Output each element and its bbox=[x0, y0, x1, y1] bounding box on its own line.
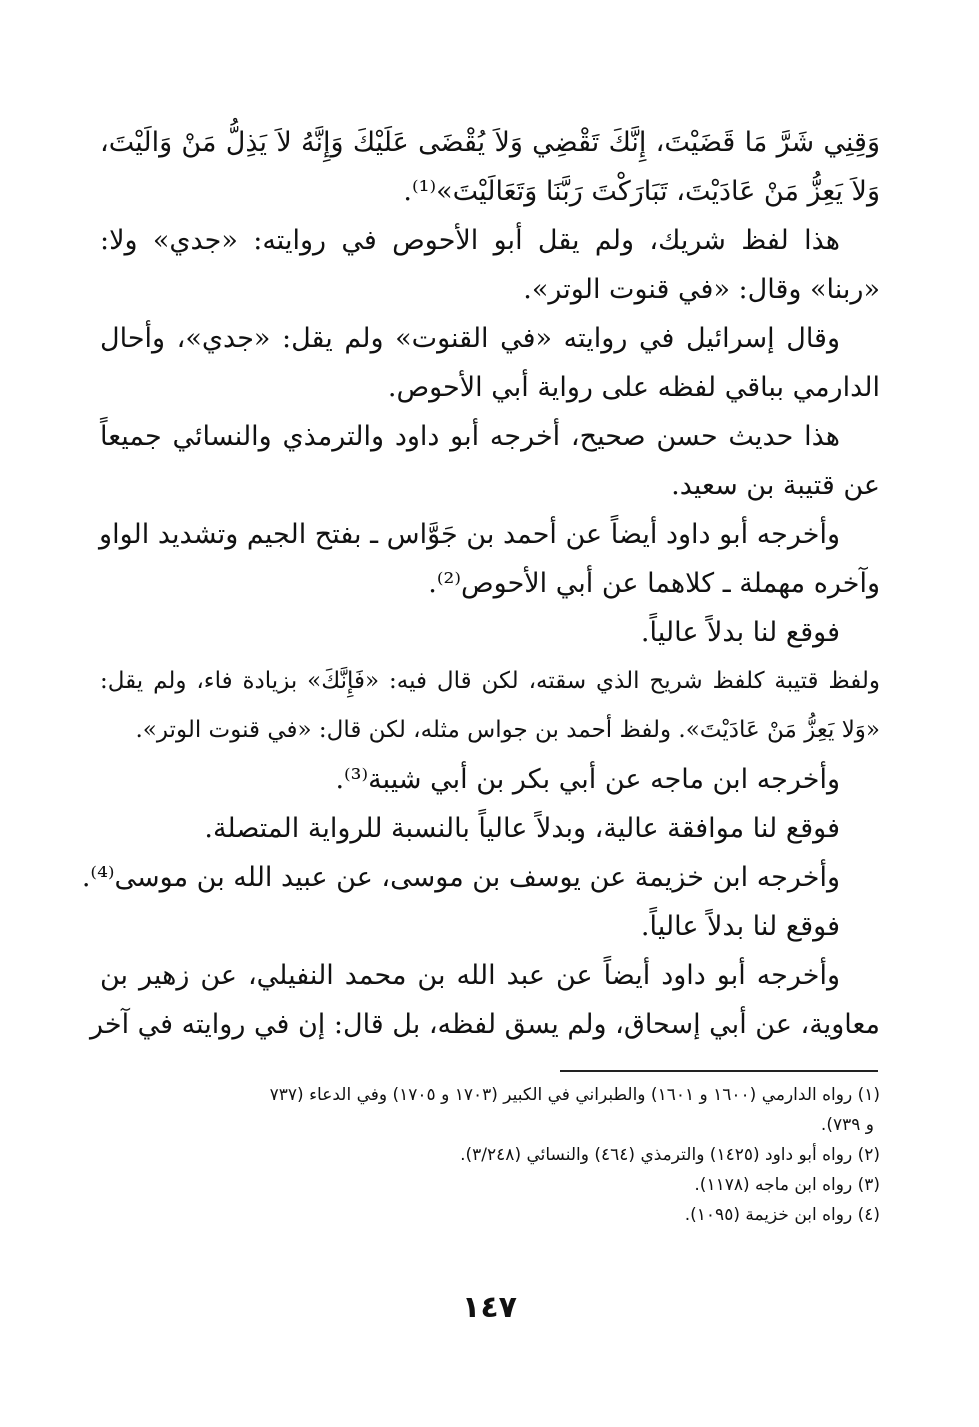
text-line: فوقع لنا بدلاً عالياً. bbox=[640, 617, 840, 648]
text-line: هذا لفظ شريك، ولم يقل أبو الأحوص في روايته: «جدي» ولا: bbox=[100, 225, 840, 256]
footnote-separator bbox=[560, 1070, 878, 1072]
text-line: وأخرجه ابن ماجه عن أبي بكر بن أبي شيبة⁽³⁾. bbox=[335, 764, 840, 795]
text-line: وأخرجه أبو داود أيضاً عن أحمد بن جَوَّاس ـ بفتح الجيم وتشديد الواو bbox=[99, 519, 840, 550]
text-line: هذا حديث حسن صحيح، أخرجه أبو داود والترمذي والنسائي جميعاً bbox=[100, 421, 840, 452]
text-line: الدارمي بباقي لفظه على رواية أبي الأحوص. bbox=[387, 372, 880, 403]
text-line: وآخره مهملة ـ كلاهما عن أبي الأحوص⁽²⁾. bbox=[428, 568, 880, 599]
text-line: وأخرجه أبو داود أيضاً عن عبد الله بن محمد النفيلي، عن زهير بن bbox=[100, 960, 840, 991]
text-line: ولفظ قتيبة كلفظ شريح الذي سقته، لكن قال فيه: «فَإِنَّكَ» بزيادة فاء، ولم يقل: bbox=[100, 668, 880, 694]
text-line: عن قتيبة بن سعيد. bbox=[671, 470, 880, 501]
main-text bbox=[81, 118, 880, 1049]
page-number: ١٤٧ bbox=[462, 1290, 517, 1325]
text-line: وَقِنِي شَرَّ مَا قَضَيْتَ، إِنَّكَ تَقْضِي وَلاَ يُقْضَى عَلَيْكَ وَإِنَّهُ لاَ يَذِلُّ مَنْ وَالَيْتَ، bbox=[100, 127, 880, 158]
text-line: وَلاَ يَعِزُّ مَنْ عَادَيْتَ، تَبَارَكْتَ رَبَّنَا وَتَعَالَيْتَ»⁽¹⁾. bbox=[403, 176, 880, 207]
text-line: «ربنا» وقال: «في قنوت الوتر». bbox=[523, 274, 880, 305]
footnote: (١) رواه الدارمي (١٦٠٠ و ١٦٠١) والطبراني في الكبير (١٧٠٣ و ١٧٠٥) وفي الدعاء (٧٣٧ bbox=[269, 1085, 880, 1105]
text-line: وأخرجه ابن خزيمة عن يوسف بن موسى، عن عبيد الله بن موسى⁽⁴⁾. bbox=[81, 862, 840, 893]
footnote: (٣) رواه ابن ماجه (١١٧٨). bbox=[694, 1175, 880, 1195]
text-line: وقال إسرائيل في روايته «في القنوت» ولم يقل: «جدي»، وأحال bbox=[100, 323, 840, 354]
text-line: فوقع لنا موافقة عالية، وبدلاً عالياً بالنسبة للرواية المتصلة. bbox=[204, 813, 840, 844]
footnotes bbox=[100, 1080, 880, 1230]
footnote: و ٧٣٩). bbox=[820, 1115, 874, 1135]
footnote: (٢) رواه أبو داود (١٤٢٥) والترمذي (٤٦٤) والنسائي (٣/٢٤٨). bbox=[460, 1145, 880, 1165]
text-line: فوقع لنا بدلاً عالياً. bbox=[640, 911, 840, 942]
text-line: «وَلا يَعِزُّ مَنْ عَادَيْتَ». ولفظ أحمد بن جواس مثله، لكن قال: «في قنوت الوتر». bbox=[135, 717, 880, 743]
text-line: معاوية، عن أبي إسحاق، ولم يسق لفظه، بل قال: إن في روايته في آخر bbox=[89, 1009, 880, 1040]
footnote: (٤) رواه ابن خزيمة (١٠٩٥). bbox=[684, 1205, 880, 1225]
